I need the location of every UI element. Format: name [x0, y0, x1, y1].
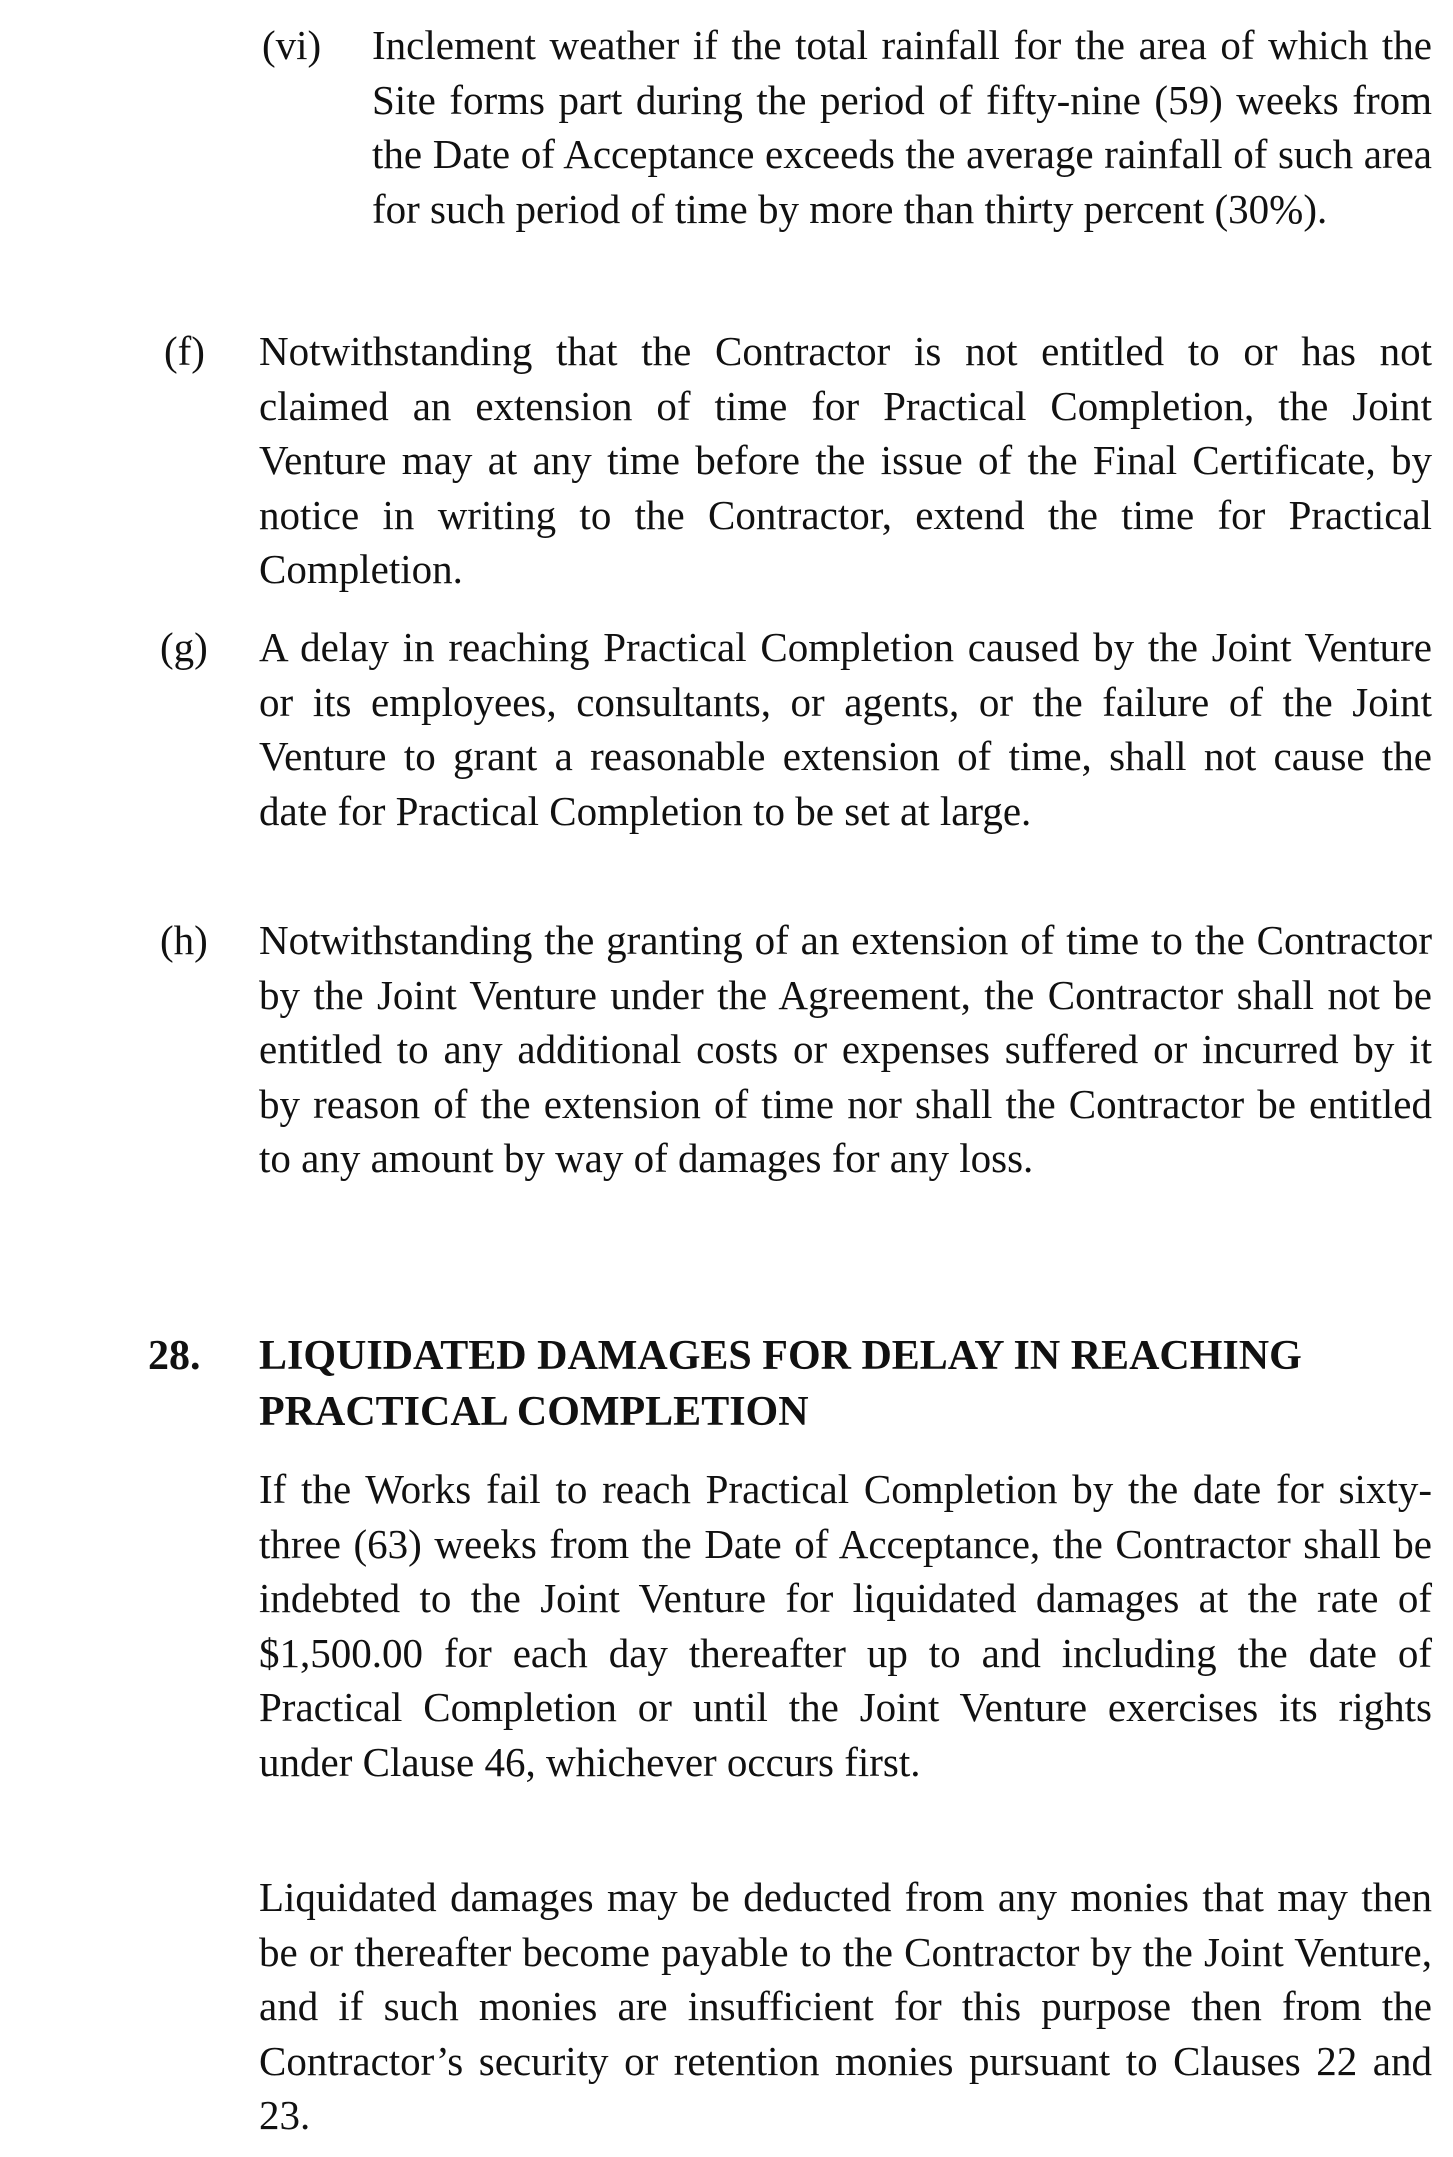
- item-text-h: Notwithstanding the granting of an extension of time to the Contractor by the Joint Venture under the Agreement, the Contractor shall not be entitled to any additional costs or expenses suffered or incurred by it by reason of the extension of time nor shall the Contractor be entitled to any amount by way of damages for any loss.: [259, 917, 1432, 1181]
- item-marker-h: (h): [160, 917, 208, 963]
- clause-title: LIQUIDATED DAMAGES FOR DELAY IN REACHING PRACTICAL COMPLETION: [259, 1333, 1302, 1435]
- item-marker-vi: (vi): [262, 22, 322, 68]
- clause-paragraph-2: Liquidated damages may be deducted from any monies that may then be or thereafter become payable to the Contractor by the Joint Venture, and if such monies are insufficient for this purpose then from the Contractor’s security or retention monies pursuant to Clauses 22 and 23.: [259, 1874, 1432, 2138]
- item-text-vi: Inclement weather if the total rainfall for the area of which the Site forms part during the period of fifty-nine (59) weeks from the Date of Acceptance exceeds the average rainfall of such area for such period of time by more than thirty percent (30%).: [372, 22, 1432, 232]
- item-marker-f: (f): [164, 328, 205, 374]
- clause-number: 28.: [148, 1333, 201, 1379]
- item-text-g: A delay in reaching Practical Completion caused by the Joint Venture or its employees, consultants, or agents, or the failure of the Joint Venture to grant a reasonable extension of time, shall not cause the date for Practical Completion to be set at large.: [259, 624, 1432, 834]
- item-text-f: Notwithstanding that the Contractor is not entitled to or has not claimed an extension of time for Practical Completion, the Joint Venture may at any time before the issue of the Final Certificate, by notice in writing to the Contractor, extend the time for Practical Completion.: [259, 328, 1432, 592]
- clause-paragraph-1: If the Works fail to reach Practical Completion by the date for sixty-three (63) weeks from the Date of Acceptance, the Contractor shall be indebted to the Joint Venture for liquidated damages at the rate of $1,500.00 for each day thereafter up to and including the date of Practical Completion or until the Joint Venture exercises its rights under Clause 46, whichever occurs first.: [259, 1466, 1432, 1785]
- item-marker-g: (g): [160, 624, 208, 670]
